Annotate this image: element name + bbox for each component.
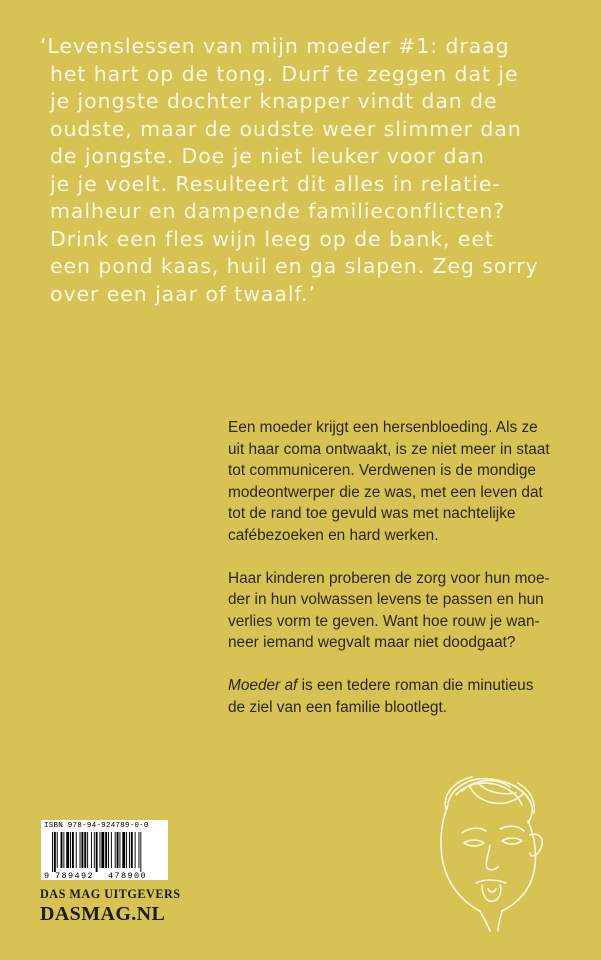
barcode-bar	[140, 832, 141, 872]
barcode-bar	[108, 832, 109, 868]
quote-line: de jongste. Doe je niet leuker voor dan	[50, 144, 485, 168]
summary-line: cafébezoeken en hard werken.	[228, 526, 439, 544]
quote-line: ‘Levenslessen van mijn moeder #1: draag	[40, 34, 510, 58]
barcode-bar	[84, 832, 86, 868]
barcode-bar	[117, 832, 119, 868]
publisher-website: DASMAG.NL	[40, 903, 166, 925]
summary-line: tot communiceren. Verdwenen is de mondige	[228, 462, 536, 480]
summary-line	[228, 675, 588, 697]
barcode-bar	[122, 832, 125, 868]
barcode-bar	[54, 832, 56, 872]
barcode-bar	[138, 832, 139, 868]
publisher-block	[40, 887, 181, 925]
barcode-bar	[96, 832, 98, 872]
barcode-bar	[76, 832, 77, 868]
quote-line: je jongste dochter knapper vindt dan de	[50, 89, 498, 113]
quote-line: oudste, maar de oudste weer slimmer dan	[50, 116, 522, 141]
summary-line: verlies vorm te geven. Want hoe rouw je wan-	[228, 612, 540, 630]
barcode-digit-first: 9	[44, 871, 50, 880]
summary-line: modeontwerper die ze was, met een leven dat	[228, 483, 543, 501]
barcode-digits-left: 789492	[55, 871, 95, 880]
summary-line: Een moeder krijgt een hersenbloeding. Als ze	[228, 419, 538, 436]
summary-text: is een tedere roman die minutieus	[297, 676, 534, 694]
barcode-bar	[91, 832, 92, 868]
summary-line: der in hun volwassen levens te passen en hun	[228, 591, 544, 609]
summary-line: de ziel van een familie blootlegt.	[228, 698, 448, 716]
barcode-bar	[66, 832, 69, 868]
quote-line: over een jaar of twaalf.’	[50, 281, 316, 306]
barcode-bar	[135, 832, 136, 868]
summary-paragraph-2	[228, 568, 588, 654]
barcode-bar	[129, 832, 130, 868]
quote-line: het hart op de tong. Durf te zeggen dat je	[50, 61, 519, 86]
barcode-icon	[41, 832, 168, 880]
summary-paragraph-1	[228, 417, 588, 547]
barcode-bar	[119, 832, 120, 868]
isbn-label: ISBN 978-94-924789-0-0	[44, 822, 149, 830]
barcode-bar	[72, 832, 74, 868]
barcode-bar	[126, 832, 127, 868]
barcode-bar	[131, 832, 133, 868]
quote-line: je je voelt. Resulteert dit alles in relatie-	[50, 171, 501, 196]
summary-paragraph-3	[228, 675, 588, 718]
publisher-name: DAS MAG UITGEVERS	[40, 887, 181, 901]
barcode-bar	[63, 832, 64, 868]
barcode-bar	[70, 832, 71, 868]
barcode-bar	[81, 832, 83, 868]
barcode-bar	[94, 832, 95, 868]
quote-line: Drink een fles wijn leeg op de bank, eet	[50, 226, 494, 251]
quote-line: een pond kaas, huil en ga slapen. Zeg sorry	[50, 254, 539, 278]
face-sketch-icon	[418, 765, 568, 935]
barcode-bar	[52, 832, 53, 872]
summary-line: uit haar coma ontwaakt, is ze niet meer in staat	[228, 440, 550, 458]
barcode-bar	[87, 832, 88, 868]
barcode-bar	[61, 832, 63, 868]
isbn-barcode	[41, 820, 168, 880]
barcode-bar	[111, 832, 112, 868]
barcode-bar	[105, 832, 107, 868]
barcode-bar	[115, 832, 116, 868]
back-cover-quote	[40, 33, 580, 308]
barcode-bar	[101, 832, 104, 868]
summary-line: Haar kinderen proberen de zorg voor hun moe-	[228, 569, 550, 587]
barcode-bar	[80, 832, 81, 868]
barcode-bar	[57, 832, 58, 868]
book-summary	[228, 417, 588, 739]
summary-line: tot de rand toe gevuld was met nachtelijke	[228, 505, 516, 523]
book-title: Moeder af	[228, 676, 298, 694]
summary-line: neer iemand wegvalt maar niet doodgaat?	[228, 634, 516, 652]
quote-line: malheur en dampende familieconflicten?	[50, 199, 506, 223]
barcode-digits-right: 478900	[108, 871, 148, 880]
barcode-bar	[100, 832, 101, 868]
